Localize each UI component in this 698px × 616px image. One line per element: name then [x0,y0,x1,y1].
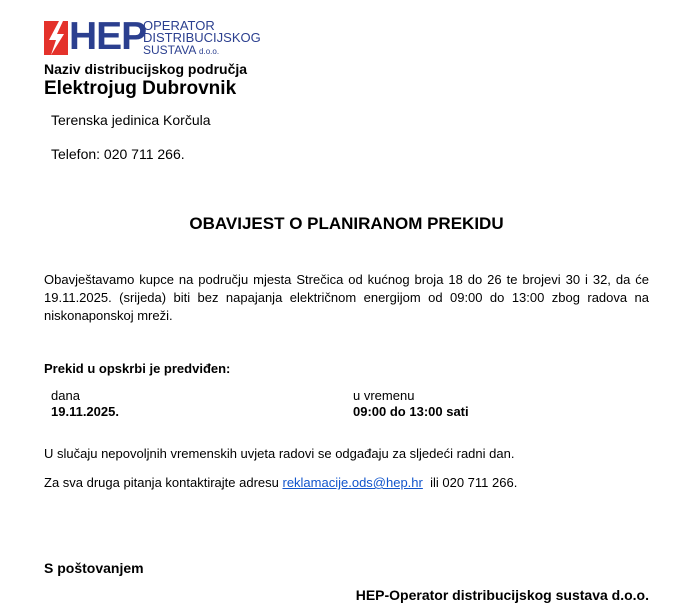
contact-email-link[interactable]: reklamacije.ods@hep.hr [282,475,423,490]
logo-suffix: d.o.o. [199,47,220,56]
logo-line-1: OPERATOR [143,18,215,33]
schedule-heading: Prekid u opskrbi je predviđen: [44,361,231,376]
contact-suffix: ili 020 711 266. [430,475,518,490]
logo-brand-text: HEP [69,15,147,58]
field-unit: Terenska jedinica Korčula [51,112,211,128]
phone-number: Telefon: 020 711 266. [51,146,185,162]
contact-line [44,475,517,490]
notice-body: Obavještavamo kupce na području mjesta Strečica od kućnog broja 18 do 26 te brojevi 30 i 32, da će 19.11.2025. (srijeda) biti bez napajanja električnom energijom od 09:00 do 13:00 zbog radova na niskonaponskoj mreži. [44,272,649,323]
hep-logo [44,15,261,60]
signature: HEP-Operator distribucijskog sustava d.o.o. [355,587,649,603]
weather-note: U slučaju nepovoljnih vremenskih uvjeta radovi se odgađaju za sljedeći radni dan. [44,446,515,461]
area-name: Elektrojug Dubrovnik [44,78,237,99]
logo-subtitle [143,20,261,58]
logo-line-3: SUSTAVA d.o.o. [143,43,220,57]
date-value: 19.11.2025. [51,404,119,419]
logo-line-2: DISTRIBUCIJSKOG [143,30,261,45]
contact-prefix: Za sva druga pitanja kontaktirajte adresu [44,475,279,490]
area-label: Naziv distribucijskog područja [44,61,248,77]
lightning-bolt-icon [44,21,68,55]
time-value: 09:00 do 13:00 sati [353,404,469,419]
notice-title: OBAVIJEST O PLANIRANOM PREKIDU [189,214,504,233]
regards: S poštovanjem [44,560,144,576]
time-label: u vremenu [353,388,415,403]
date-label: dana [51,388,80,403]
